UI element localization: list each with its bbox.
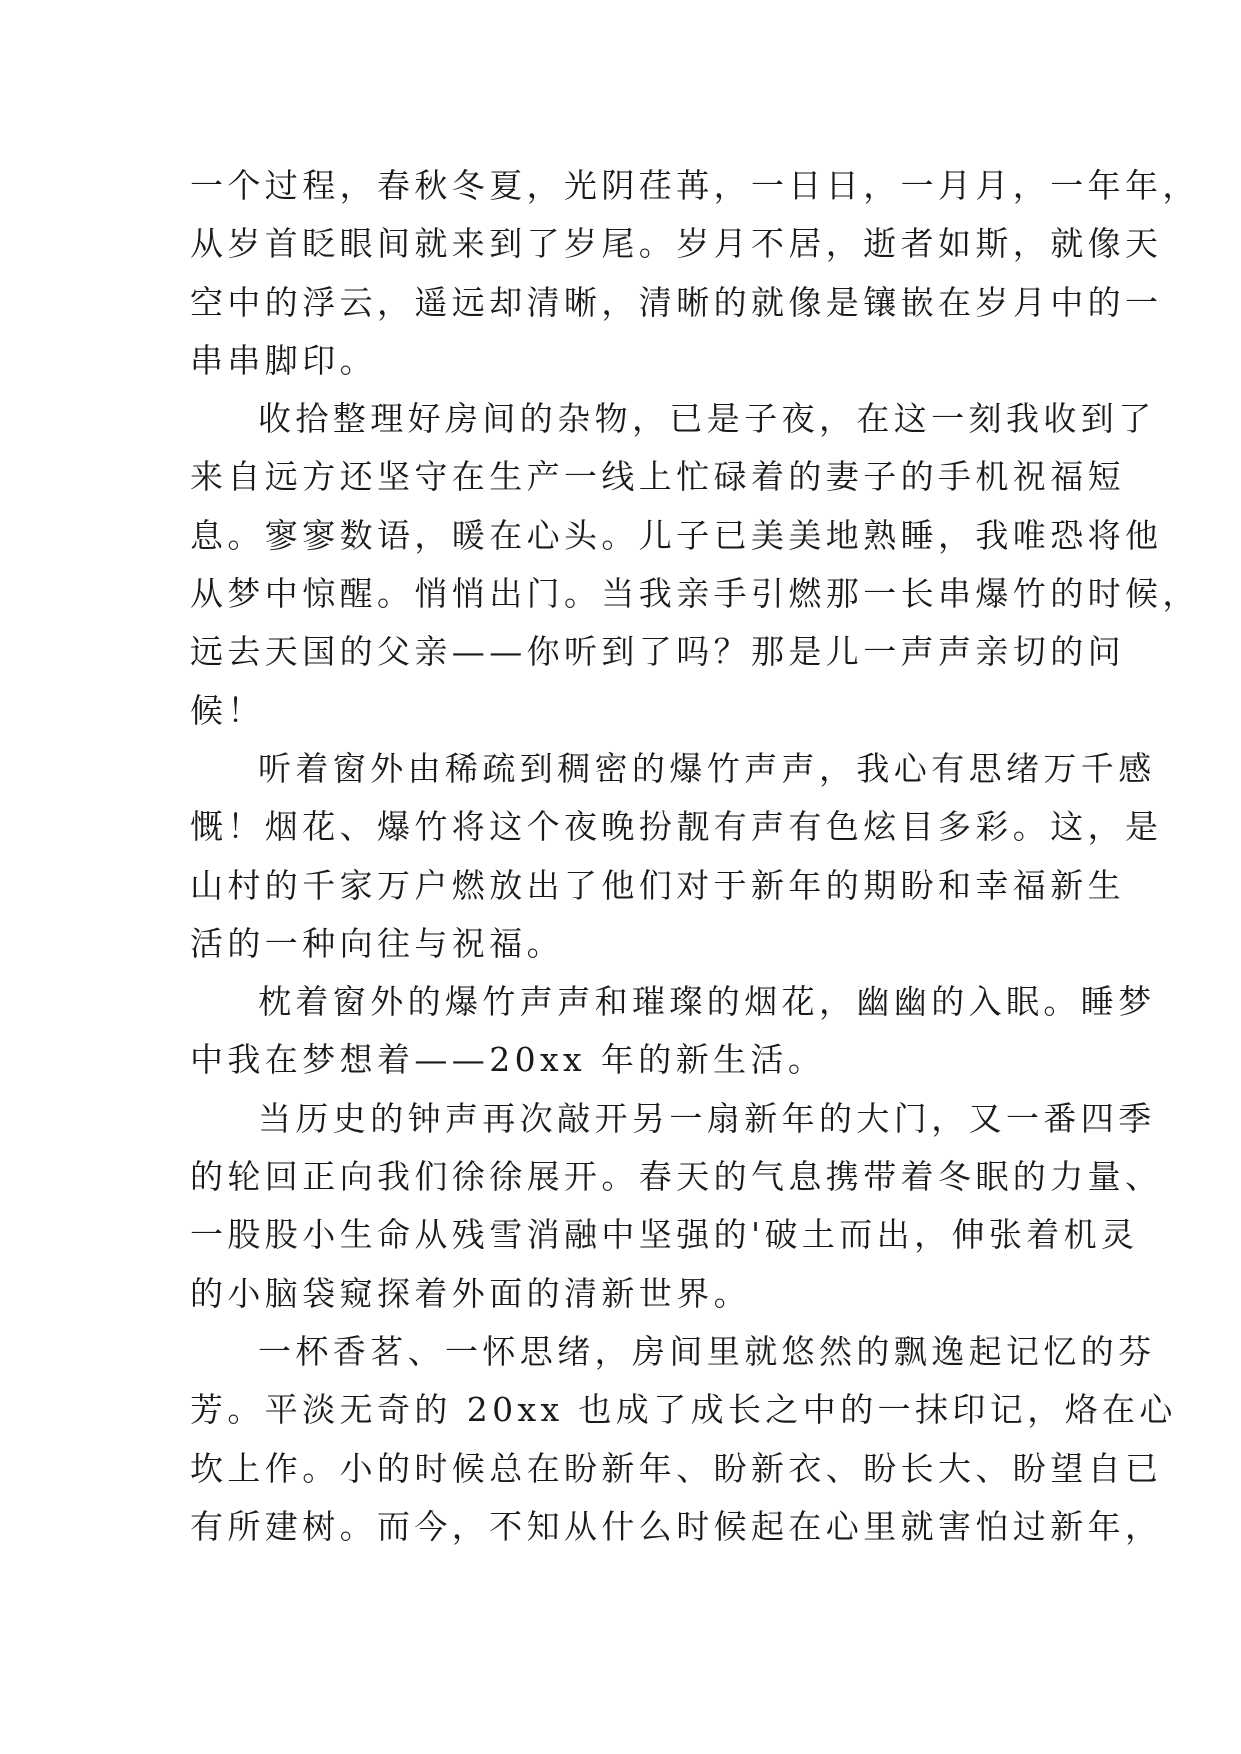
text-line: 远去天国的父亲——你听到了吗？那是儿一声声亲切的问 [190, 632, 1125, 672]
paragraph-first-line: 当历史的钟声再次敲开另一扇新年的大门，又一番四季 [258, 1098, 1156, 1138]
text-line: 活的一种向往与祝福。 [190, 923, 564, 963]
paragraph-first-line: 收拾整理好房间的杂物，已是子夜，在这一刻我收到了 [258, 399, 1156, 439]
text-line: 的小脑袋窥探着外面的清新世界。 [190, 1273, 751, 1313]
text-line: 的轮回正向我们徐徐展开。春天的气息携带着冬眠的力量、 [190, 1157, 1163, 1197]
paragraph-first-line: 一杯香茗、一怀思绪，房间里就悠然的飘逸起记忆的芬 [258, 1331, 1156, 1371]
text-line: 从岁首眨眼间就来到了岁尾。岁月不居，逝者如斯，就像天 [190, 224, 1163, 264]
text-line: 一个过程，春秋冬夏，光阴荏苒，一日日，一月月，一年年， [190, 166, 1200, 205]
paragraph-first-line: 枕着窗外的爆竹声声和璀璨的烟花，幽幽的入眠。睡梦 [258, 982, 1156, 1022]
text-line: 中我在梦想着——20xx 年的新生活。 [190, 1040, 826, 1080]
text-line: 慨！烟花、爆竹将这个夜晚扮靓有声有色炫目多彩。这，是 [190, 807, 1163, 847]
text-line: 串串脚印。 [190, 340, 377, 380]
text-line: 候！ [190, 690, 265, 730]
text-line: 从梦中惊醒。悄悄出门。当我亲手引燃那一长串爆竹的时候， [190, 574, 1200, 614]
text-line: 山村的千家万户燃放出了他们对于新年的期盼和幸福新生 [190, 865, 1125, 905]
text-line: 息。寥寥数语，暖在心头。儿子已美美地熟睡，我唯恐将他 [190, 515, 1163, 555]
text-line: 来自远方还坚守在生产一线上忙碌着的妻子的手机祝福短 [190, 457, 1125, 497]
text-line: 坎上作。小的时候总在盼新年、盼新衣、盼长大、盼望自已 [190, 1448, 1163, 1488]
text-line: 有所建树。而今，不知从什么时候起在心里就害怕过新年， [190, 1506, 1163, 1546]
article-body [190, 157, 1200, 1556]
paragraph-first-line: 听着窗外由稀疏到稠密的爆竹声声，我心有思绪万千感 [258, 748, 1156, 788]
text-line: 空中的浮云，遥远却清晰，清晰的就像是镶嵌在岁月中的一 [190, 282, 1163, 322]
text-line: 芳。平淡无奇的 20xx 也成了成长之中的一抹印记，烙在心 [190, 1390, 1177, 1430]
text-line: 一股股小生命从残雪消融中坚强的'破土而出，伸张着机灵 [190, 1215, 1139, 1255]
